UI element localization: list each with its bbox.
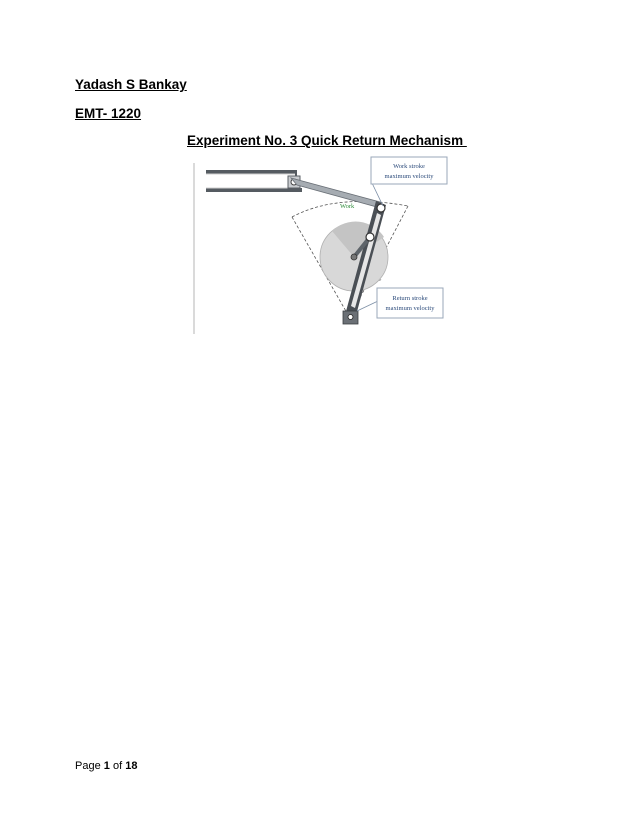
return-callout-line1: Return stroke	[392, 295, 428, 302]
work-callout-line2: maximum velocity	[384, 173, 434, 180]
base-pivot-pin	[348, 315, 353, 320]
ram-rail-top	[206, 170, 296, 174]
crank-center-pin	[351, 254, 357, 260]
course-code: EMT- 1220	[75, 106, 142, 121]
crank-slider-pin	[366, 233, 374, 241]
connecting-link	[291, 178, 384, 209]
author-name: Yadash S Bankay	[75, 77, 187, 92]
return-callout-line2: maximum velocity	[385, 305, 435, 312]
page-footer	[75, 760, 137, 772]
return-stroke-callout	[377, 288, 443, 318]
work-label: Work	[340, 203, 355, 210]
ram-rail-bottom	[206, 188, 302, 192]
rocker-top-pin	[377, 204, 385, 212]
footer-of-word: of	[112, 760, 123, 772]
experiment-title: Experiment No. 3 Quick Return Mechanism	[187, 133, 467, 148]
footer-current-page: 1	[103, 760, 110, 772]
quick-return-mechanism-figure	[192, 151, 454, 334]
footer-total-pages: 18	[125, 760, 138, 772]
footer-page-word: Page	[75, 760, 101, 772]
work-callout-line1: Work stroke	[393, 163, 425, 170]
